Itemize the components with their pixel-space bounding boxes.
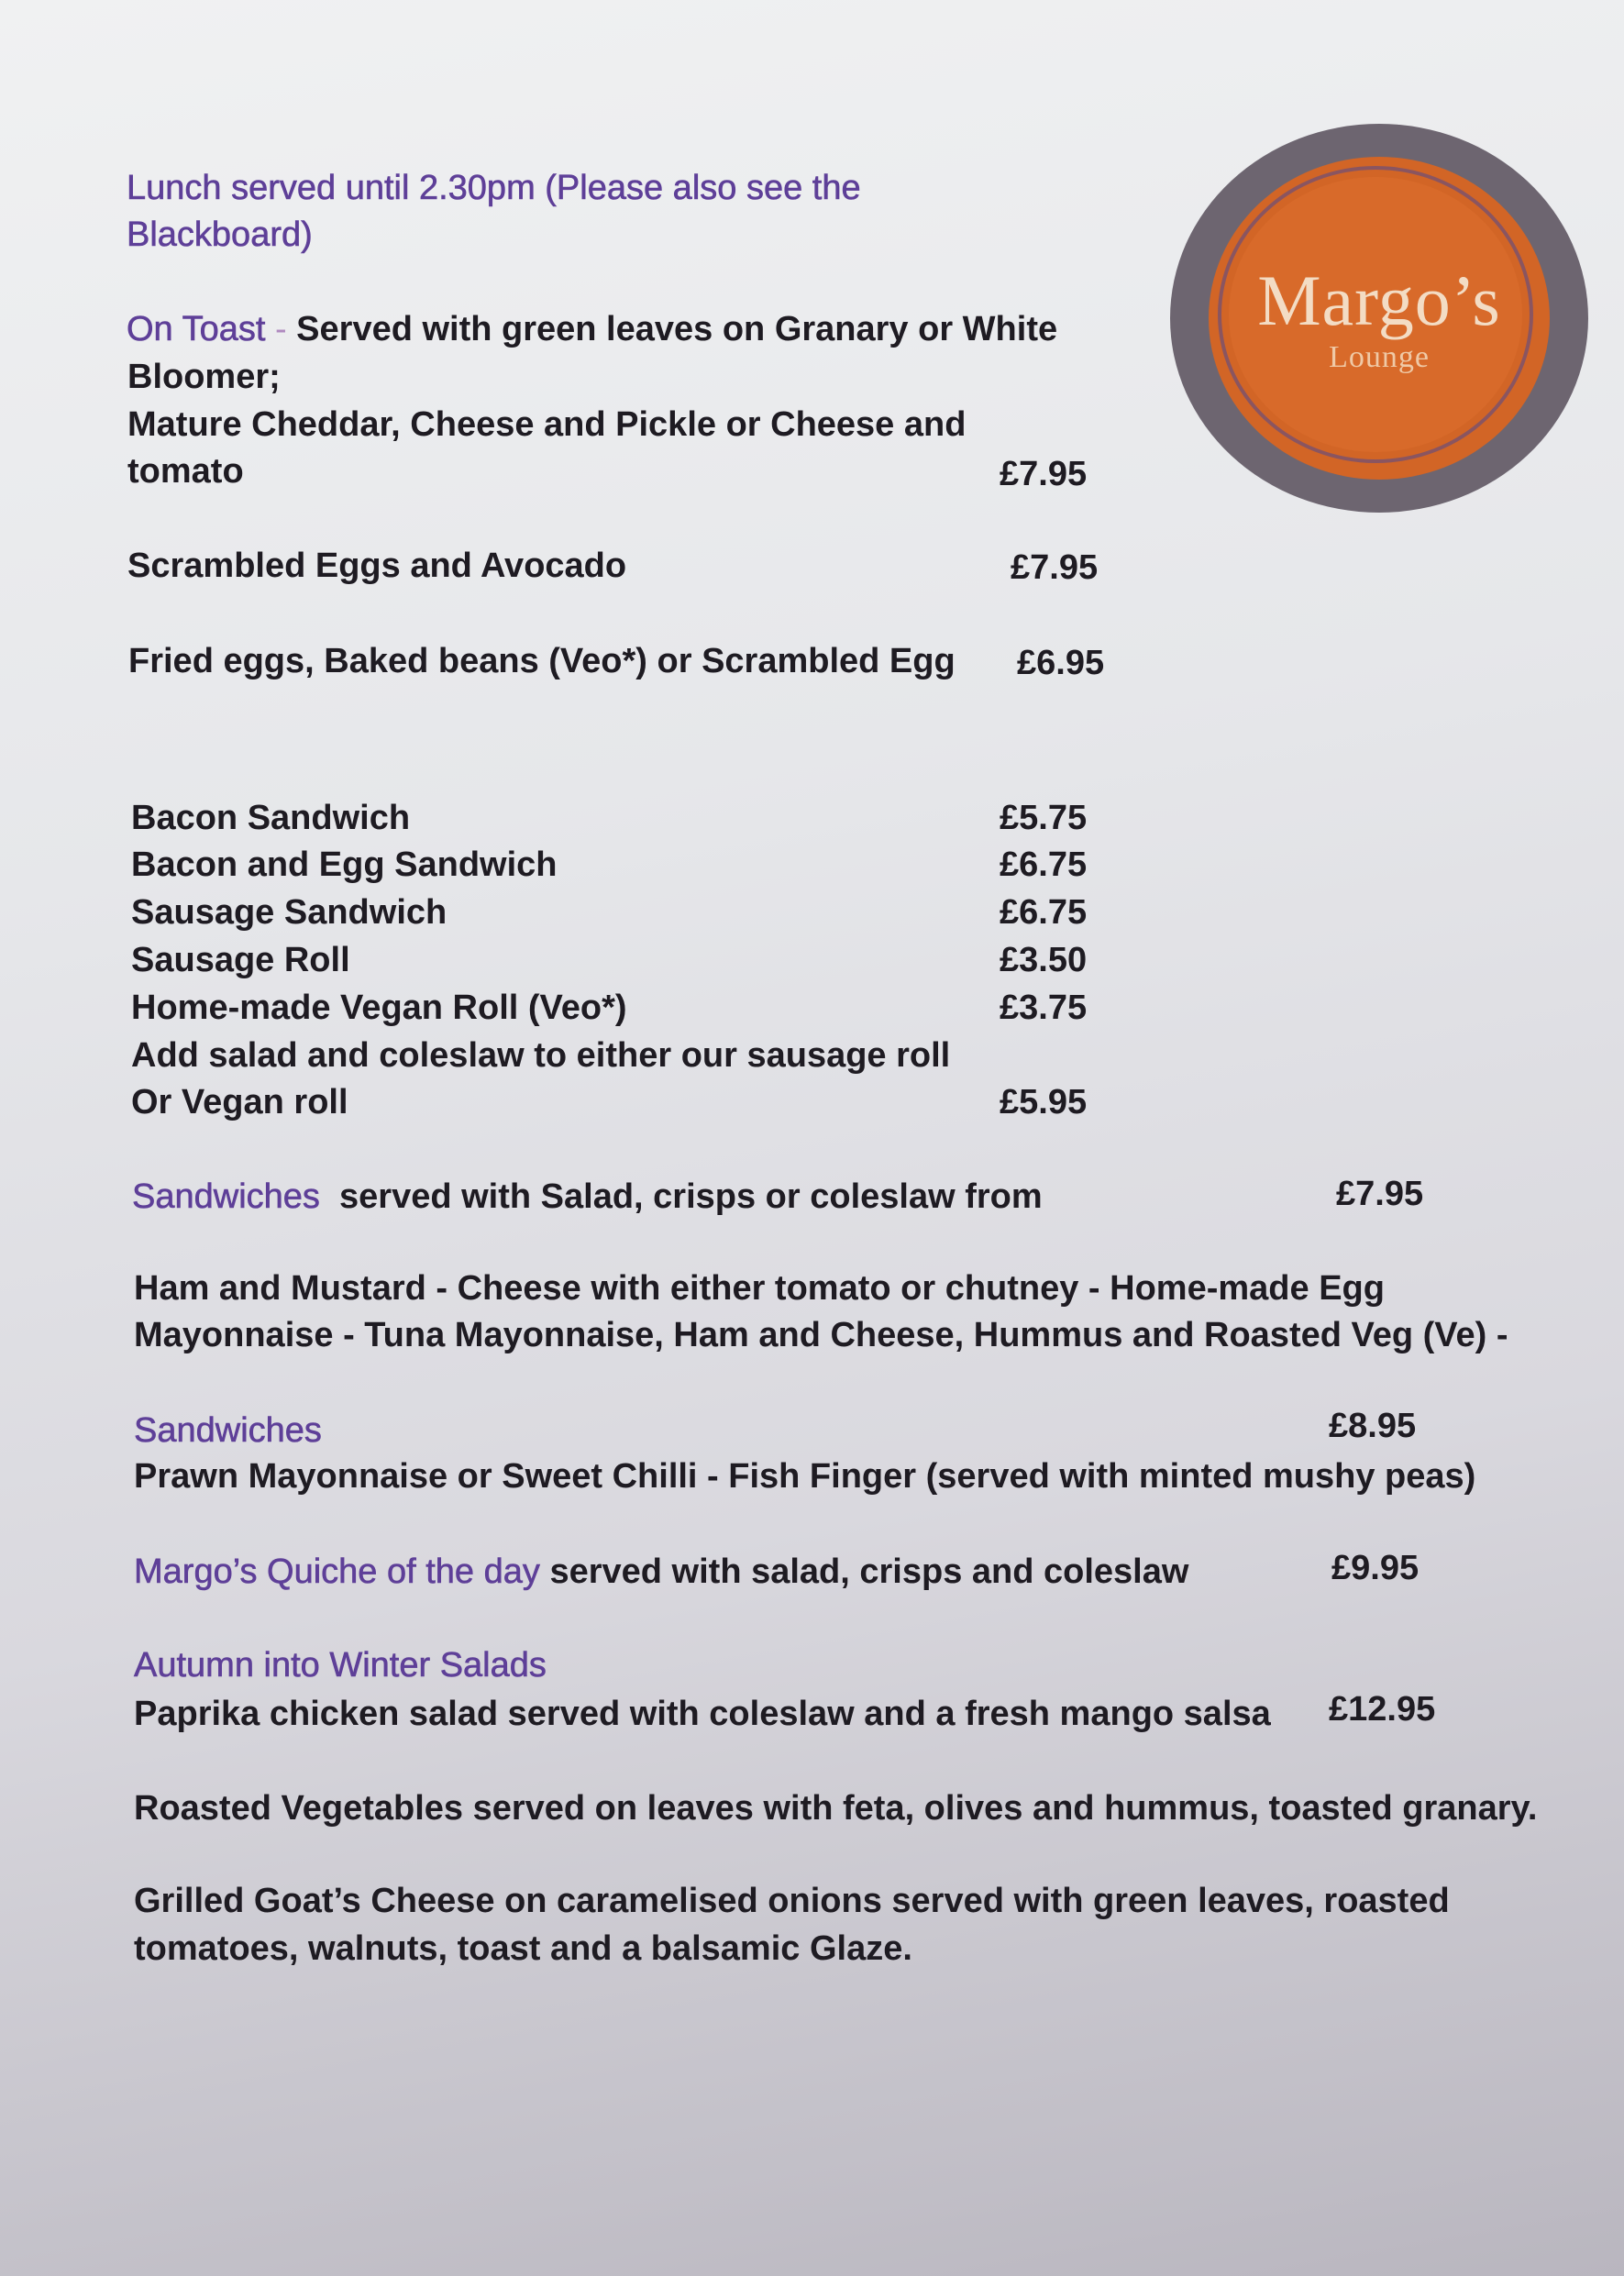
on-toast-heading: On Toast [127, 310, 266, 348]
toast-item-1-line2: tomato [127, 452, 244, 491]
on-toast-heading-line [127, 312, 1057, 347]
sandwiches-description: served with Salad, crisps or coleslaw from [339, 1177, 1043, 1216]
roll-item-3-price: £6.75 [1000, 893, 1088, 932]
logo-name: Margo’s [1257, 260, 1501, 340]
sandwich-fillings-line2: Mayonnaise - Tuna Mayonnaise, Ham and Cheese, Hummus and Roasted Veg (Ve) - [134, 1316, 1508, 1354]
sandwiches-2-fillings: Prawn Mayonnaise or Sweet Chilli - Fish Finger (served with minted mushy peas) [134, 1457, 1476, 1496]
sandwiches-heading: Sandwiches [132, 1177, 320, 1216]
roll-item-2-price: £6.75 [1000, 845, 1088, 884]
roll-item-4-price: £3.50 [1000, 941, 1088, 979]
on-toast-description: Served with green leaves on Granary or White [296, 310, 1058, 348]
sandwiches-price: £7.95 [1336, 1175, 1424, 1213]
roll-item-5-price: £3.75 [1000, 989, 1088, 1027]
margos-lounge-logo [1170, 124, 1588, 513]
quiche-line [134, 1554, 1188, 1589]
toast-item-1-line1: Mature Cheddar, Cheese and Pickle or Cheese and [127, 405, 967, 444]
salad-item-3-line2: tomatoes, walnuts, toast and a balsamic Glaze. [134, 1929, 912, 1968]
quiche-price: £9.95 [1331, 1549, 1420, 1587]
roll-item-4: Sausage Roll [131, 941, 350, 979]
sandwiches-heading-line [132, 1179, 1043, 1214]
roll-item-7: Or Vegan roll [131, 1083, 348, 1121]
roll-item-1-price: £5.75 [1000, 799, 1088, 837]
roll-item-7-price: £5.95 [1000, 1083, 1088, 1121]
salad-item-2: Roasted Vegetables served on leaves with feta, olives and hummus, toasted granary. [134, 1789, 1538, 1828]
toast-item-3-price: £6.95 [1017, 644, 1105, 682]
roll-item-3: Sausage Sandwich [131, 893, 447, 932]
sandwiches-2-price: £8.95 [1329, 1407, 1417, 1445]
salad-item-1-price: £12.95 [1329, 1690, 1436, 1729]
toast-item-2: Scrambled Eggs and Avocado [127, 547, 627, 585]
roll-item-6: Add salad and coleslaw to either our sausage roll [131, 1036, 951, 1075]
toast-item-3: Fried eggs, Baked beans (Veo*) or Scrambled Egg [128, 642, 956, 680]
toast-item-2-price: £7.95 [1011, 548, 1099, 587]
salads-heading: Autumn into Winter Salads [134, 1646, 547, 1685]
roll-item-2: Bacon and Egg Sandwich [131, 845, 558, 884]
lunch-notice-line2: Blackboard) [127, 215, 313, 254]
roll-item-1: Bacon Sandwich [131, 799, 411, 837]
quiche-description: served with salad, crisps and coleslaw [549, 1552, 1189, 1591]
salad-item-3-line1: Grilled Goat’s Cheese on caramelised onions served with green leaves, roasted [134, 1882, 1450, 1920]
quiche-heading: Margo’s Quiche of the day [134, 1552, 540, 1591]
salad-item-1: Paprika chicken salad served with coleslaw and a fresh mango salsa [134, 1695, 1271, 1733]
on-toast-separator: - [274, 310, 287, 348]
on-toast-description-line2: Bloomer; [127, 358, 281, 396]
lunch-notice-line1: Lunch served until 2.30pm (Please also see the [127, 169, 861, 207]
sandwich-fillings-line1: Ham and Mustard - Cheese with either tomato or chutney - Home-made Egg [134, 1269, 1385, 1308]
sandwiches-2-heading: Sandwiches [134, 1411, 322, 1450]
logo-subtitle: Lounge [1329, 340, 1430, 374]
roll-item-5: Home-made Vegan Roll (Veo*) [131, 989, 627, 1027]
toast-item-1-price: £7.95 [1000, 455, 1088, 493]
